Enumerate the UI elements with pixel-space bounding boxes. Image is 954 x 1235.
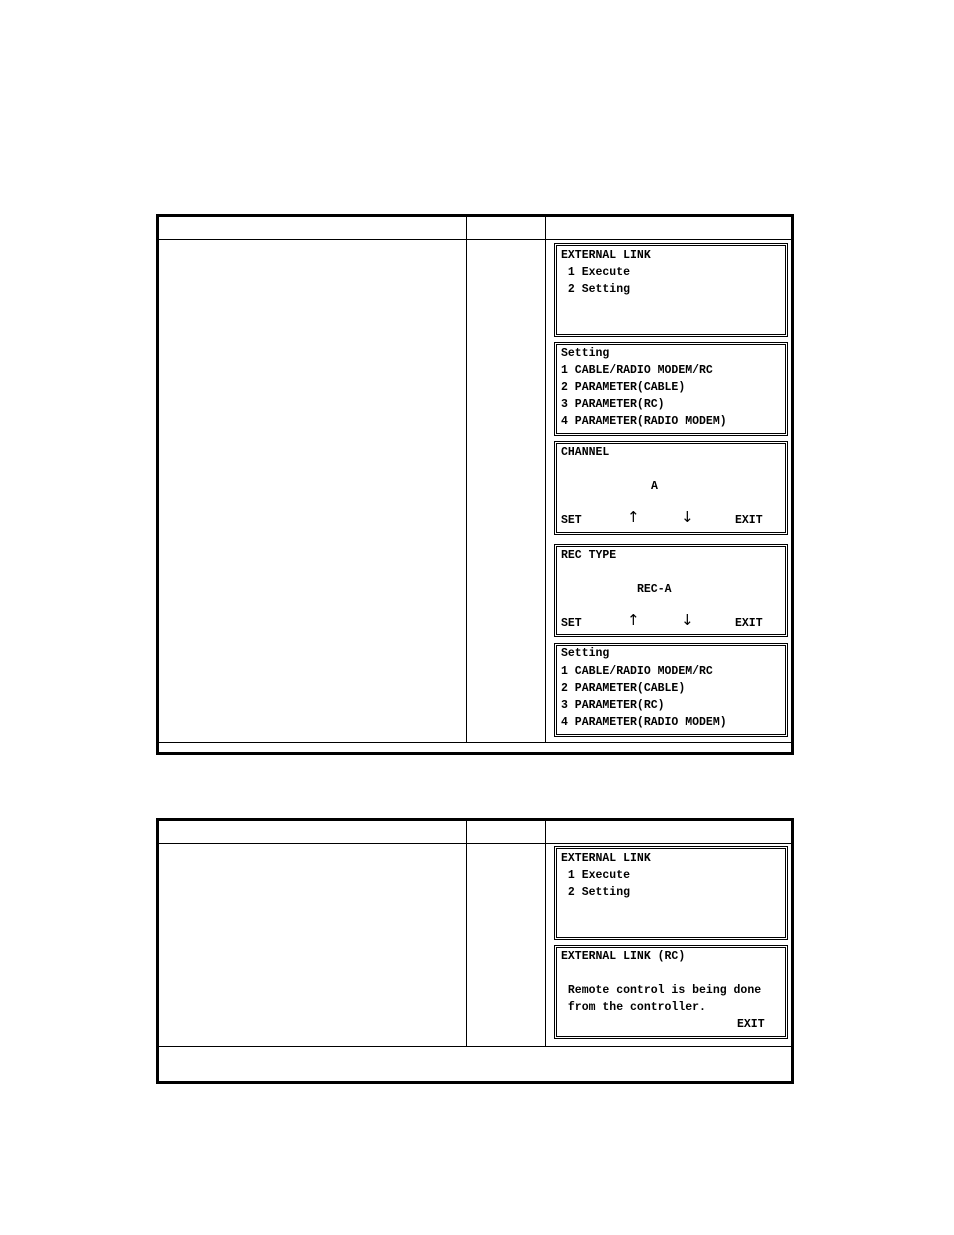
menu-item-execute: 1 Execute bbox=[561, 266, 631, 279]
column-divider bbox=[466, 821, 467, 1046]
screen-title: EXTERNAL LINK (RC) bbox=[561, 950, 686, 963]
up-arrow-icon: ↑ bbox=[627, 508, 640, 526]
screen-title: CHANNEL bbox=[561, 446, 610, 459]
menu-item-setting: 2 Setting bbox=[561, 283, 631, 296]
lcd-screen-external-link-rc bbox=[554, 945, 788, 1039]
status-message-line: Remote control is being done bbox=[561, 984, 762, 997]
softkey-set: SET bbox=[561, 514, 582, 527]
screen-title: REC TYPE bbox=[561, 549, 617, 562]
screen-line: Setting bbox=[561, 347, 610, 360]
menu-item: 1 CABLE/RADIO MODEM/RC bbox=[561, 364, 713, 377]
column-divider bbox=[545, 821, 546, 1046]
table-footer-row bbox=[159, 742, 791, 753]
menu-item: 4 PARAMETER(RADIO MODEM) bbox=[561, 415, 727, 428]
lcd-screen-rec-type bbox=[554, 544, 788, 637]
lcd-screen-setting bbox=[554, 643, 788, 737]
down-arrow-icon: ↓ bbox=[681, 508, 694, 526]
menu-item-execute: 1 Execute bbox=[561, 869, 631, 882]
softkey-exit: EXIT bbox=[737, 1018, 765, 1031]
softkey-exit: EXIT bbox=[735, 617, 763, 630]
screen-line: EXTERNAL LINK bbox=[561, 249, 651, 262]
lcd-screen-channel bbox=[554, 441, 788, 535]
table-header-row bbox=[159, 217, 791, 240]
menu-item: 3 PARAMETER(RC) bbox=[561, 699, 665, 712]
softkey-set: SET bbox=[561, 617, 582, 630]
table-footer-row bbox=[159, 1046, 791, 1082]
lcd-screen-external-link bbox=[554, 243, 788, 337]
menu-item-setting: 2 Setting bbox=[561, 886, 631, 899]
rec-type-value: REC-A bbox=[637, 583, 672, 596]
menu-item: 2 PARAMETER(CABLE) bbox=[561, 381, 686, 394]
menu-item: 1 CABLE/RADIO MODEM/RC bbox=[561, 665, 713, 678]
menu-item: 2 PARAMETER(CABLE) bbox=[561, 682, 686, 695]
menu-item: 4 PARAMETER(RADIO MODEM) bbox=[561, 716, 727, 729]
column-divider bbox=[545, 217, 546, 742]
lcd-screen-external-link bbox=[554, 846, 788, 940]
lcd-screen-setting bbox=[554, 342, 788, 436]
status-message-line: from the controller. bbox=[561, 1001, 706, 1014]
screen-line: Setting bbox=[561, 647, 610, 660]
channel-value: A bbox=[651, 480, 658, 493]
down-arrow-icon: ↓ bbox=[681, 611, 694, 629]
table-header-row bbox=[159, 821, 791, 844]
up-arrow-icon: ↑ bbox=[627, 611, 640, 629]
menu-item: 3 PARAMETER(RC) bbox=[561, 398, 665, 411]
softkey-exit: EXIT bbox=[735, 514, 763, 527]
screen-line: EXTERNAL LINK bbox=[561, 852, 651, 865]
column-divider bbox=[466, 217, 467, 742]
